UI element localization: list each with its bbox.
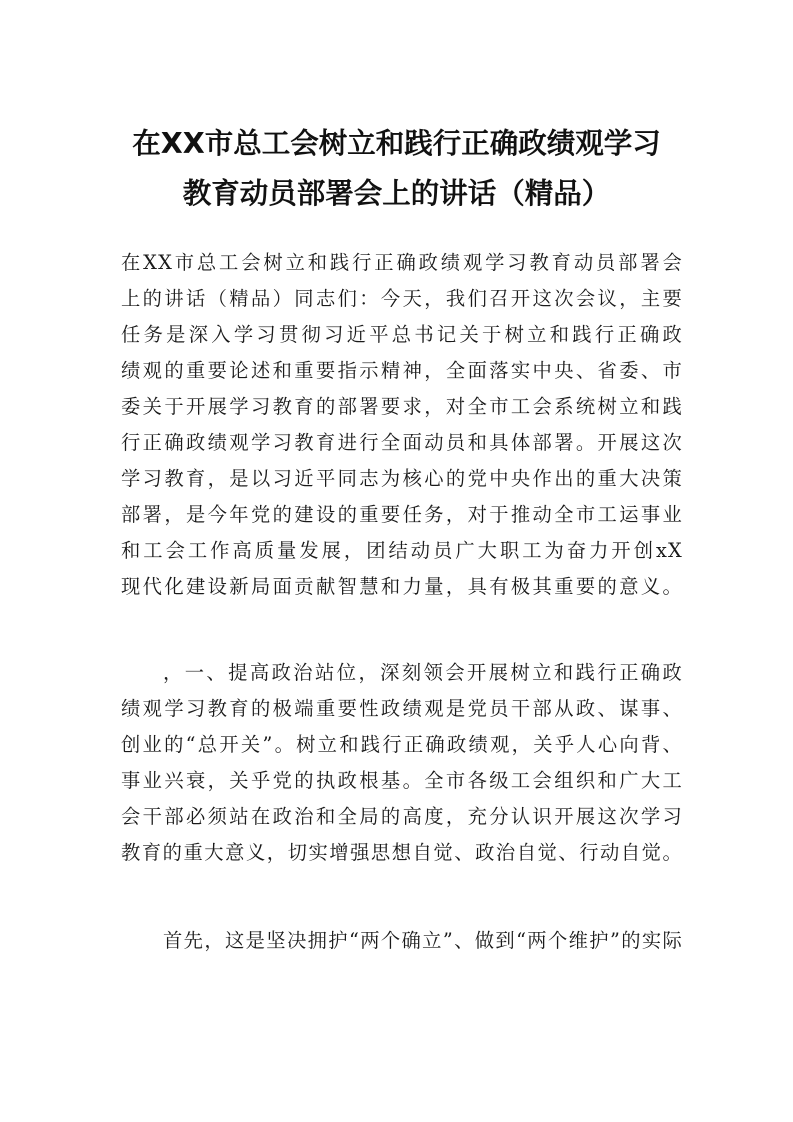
paragraph-2-line: 教育的重大意义，切实增强思想自觉、政治自觉、行动自觉。 [121, 841, 683, 864]
paragraph-2-line: 创业的“总开关”。树立和践行正确政绩观，关乎人心向背、 [121, 733, 683, 756]
paragraph-1-line: 和工会工作高质量发展，团结动员广大职工为奋力开创xX [121, 539, 683, 562]
paragraph-1-line: 现代化建设新局面贡献智慧和力量，具有极其重要的意义。 [121, 575, 683, 598]
paragraph-1-line: 上的讲话（精品）同志们：今天，我们召开这次会议，主要 [121, 287, 683, 310]
paragraph-2-line: 会干部必须站在政治和全局的高度，充分认识开展这次学习 [121, 805, 683, 828]
paragraph-1-line: 在XX市总工会树立和践行正确政绩观学习教育动员部署会 [121, 251, 683, 274]
paragraph-2-line: 事业兴衰，关乎党的执政根基。全市各级工会组织和广大工 [121, 769, 683, 792]
paragraph-2-line: ，一、提高政治站位，深刻领会开展树立和践行正确政 [163, 661, 683, 684]
paragraph-3-line: 首先，这是坚决拥护“两个确立”、做到“两个维护”的实际 [163, 929, 683, 952]
paragraph-1-line: 委关于开展学习教育的部署要求，对全市工会系统树立和践 [121, 395, 683, 418]
document-title-line-2: 教育动员部署会上的讲话（精品） [182, 177, 611, 210]
paragraph-1-line: 绩观的重要论述和重要指示精神，全面落实中央、省委、市 [121, 359, 683, 382]
paragraph-1-line: 行正确政绩观学习教育进行全面动员和具体部署。开展这次 [121, 431, 683, 454]
document-title-line-1: 在XX市总工会树立和践行正确政绩观学习 [132, 127, 661, 160]
paragraph-2-line: 绩观学习教育的极端重要性政绩观是党员干部从政、谋事、 [121, 697, 683, 720]
paragraph-1-line: 任务是深入学习贯彻习近平总书记关于树立和践行正确政 [121, 323, 683, 346]
paragraph-1-line: 部署，是今年党的建设的重要任务，对于推动全市工运事业 [121, 503, 683, 526]
paragraph-1-line: 学习教育，是以习近平同志为核心的党中央作出的重大决策 [121, 467, 683, 490]
